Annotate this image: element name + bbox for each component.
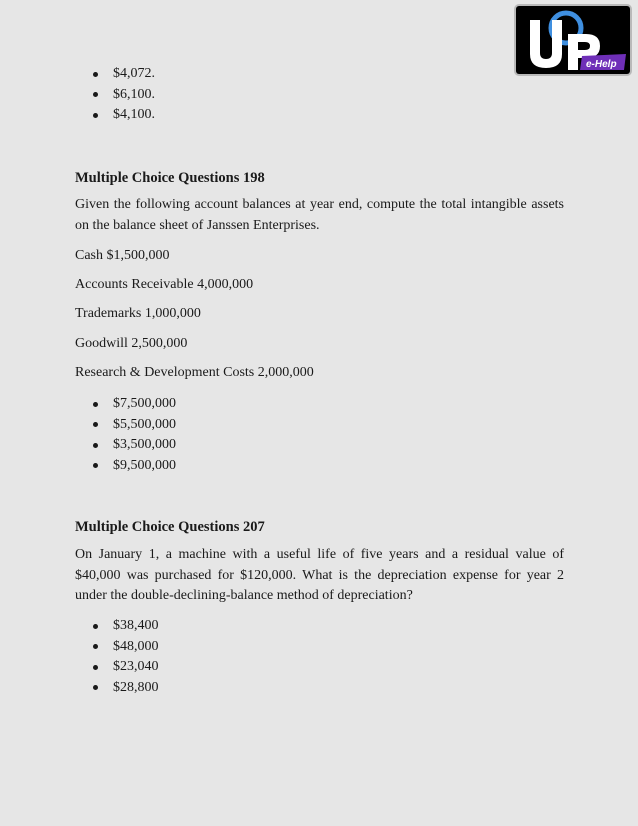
question-207-options [75, 616, 564, 698]
option-item: $5,500,000 [75, 415, 564, 436]
logo-letter-u [530, 20, 562, 68]
account-line-trademarks: Trademarks 1,000,000 [75, 306, 201, 321]
option-item: $4,100. [75, 105, 564, 126]
option-item: $38,400 [75, 616, 564, 637]
option-item: $28,800 [75, 678, 564, 699]
account-line-receivable: Accounts Receivable 4,000,000 [75, 277, 254, 292]
option-item: $23,040 [75, 657, 564, 678]
question-198-title: Multiple Choice Questions 198 [75, 170, 265, 186]
option-item: $9,500,000 [75, 456, 564, 477]
option-item: $7,500,000 [75, 394, 564, 415]
question-198-text: Given the following account balances at year end, compute the total intangible assets on the balance sheet of Janssen Enterprises. [75, 197, 564, 233]
previous-question-options [75, 64, 564, 126]
account-line-research: Research & Development Costs 2,000,000 [75, 365, 314, 380]
question-207-title: Multiple Choice Questions 207 [75, 519, 265, 535]
account-line-cash: Cash $1,500,000 [75, 248, 170, 263]
question-198-options [75, 394, 564, 476]
logo-tagline: e-Help [586, 59, 617, 70]
option-item: $6,100. [75, 85, 564, 106]
account-line-goodwill: Goodwill 2,500,000 [75, 336, 188, 351]
question-207-text: On January 1, a machine with a useful life of five years and a residual value of $40,000 was purchased for $120,000. What is the depreciation expense for year 2 under the double-declining-balance method of depreciation? [75, 547, 564, 603]
option-item: $4,072. [75, 64, 564, 85]
option-item: $3,500,000 [75, 435, 564, 456]
option-item: $48,000 [75, 637, 564, 658]
